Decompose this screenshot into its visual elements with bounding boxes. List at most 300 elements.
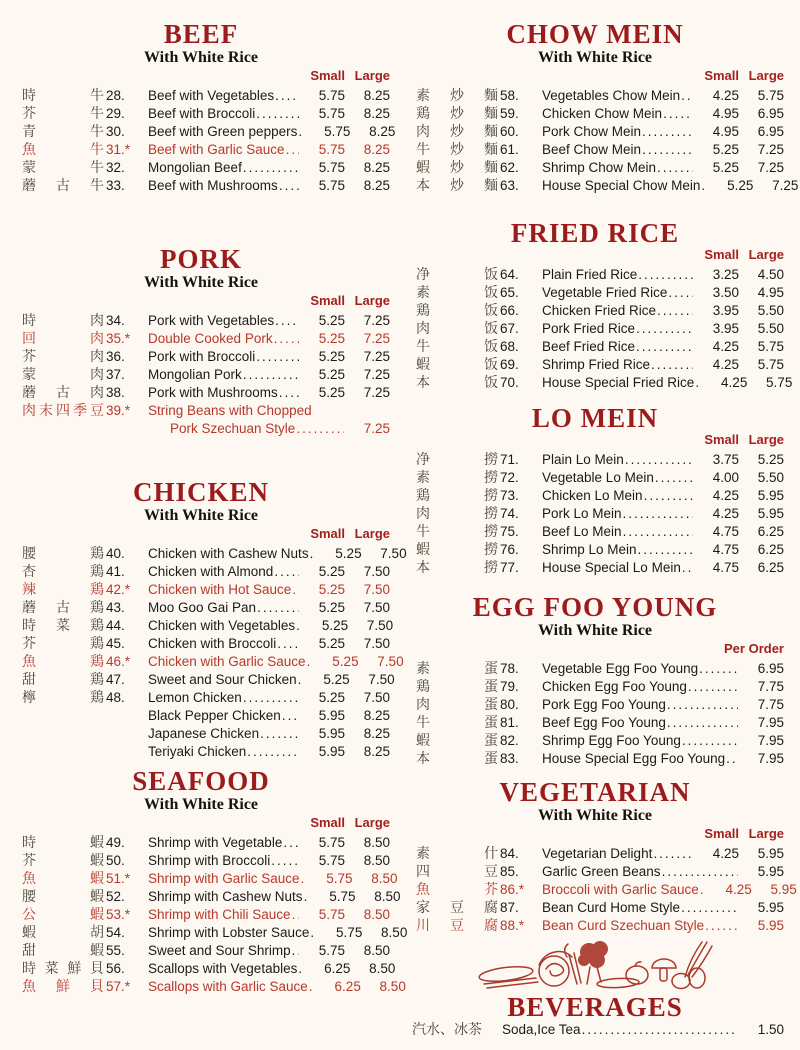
item-name: Broccoli with Garlic Sauce — [542, 882, 699, 897]
price-header — [406, 432, 784, 447]
price-large: 8.25 — [363, 178, 390, 193]
chinese-character: 鶏 — [90, 546, 104, 562]
item-name: Pork Lo Mein — [542, 506, 622, 521]
item-name: Mongolian Pork — [148, 367, 242, 382]
price-small: 5.25 — [318, 385, 345, 400]
chinese-character: 牛 — [416, 715, 430, 731]
dot-leader — [298, 671, 304, 689]
price-large: 7.50 — [363, 564, 390, 579]
chinese-character: 腐 — [484, 918, 498, 934]
item-number: 29. — [106, 106, 125, 121]
menu-item-row — [12, 123, 396, 141]
chinese-character: 麵 — [484, 88, 498, 104]
item-name: Beef with Broccoli — [148, 106, 256, 121]
chinese-character: 素 — [416, 285, 430, 301]
section-subtitle: With White Rice — [537, 807, 653, 824]
chinese-character: 牛 — [416, 339, 430, 355]
menu-item-row — [406, 159, 784, 177]
dot-leader — [663, 105, 693, 123]
dot-leader — [296, 617, 302, 635]
chinese-character: 魚 — [22, 871, 36, 887]
chinese-character: 芥 — [22, 349, 36, 365]
section-title: EGG FOO YOUNG — [472, 592, 718, 622]
chinese-character: 鶏 — [416, 303, 430, 319]
price-header-label: Large — [354, 293, 390, 308]
price-header — [12, 815, 390, 830]
item-name-line2: Pork Szechuan Style — [170, 421, 296, 436]
item-name: Shrimp with Garlic Sauce — [148, 871, 300, 886]
price-small: 5.75 — [318, 88, 345, 103]
item-name: Chicken with Hot Sauce — [148, 582, 292, 597]
item-number: 42.* — [106, 582, 131, 597]
chinese-character: 蛋 — [484, 715, 498, 731]
item-number: 80. — [500, 697, 519, 712]
price-small: 4.75 — [712, 560, 739, 575]
dot-leader — [256, 348, 299, 366]
chinese-name — [22, 635, 104, 653]
chinese-character: 蘑 — [22, 178, 36, 194]
menu-item-row — [406, 863, 784, 881]
item-number: 53.* — [106, 907, 131, 922]
chinese-character: 鶏 — [90, 600, 104, 616]
chinese-character: 時 — [22, 88, 36, 104]
price-large: 7.25 — [363, 385, 390, 400]
menu-item-row — [406, 87, 784, 105]
chinese-name — [416, 660, 498, 678]
chinese-name — [416, 87, 498, 105]
price-large: 8.50 — [363, 853, 390, 868]
chinese-character: 炒 — [450, 124, 464, 140]
chinese-name — [416, 123, 498, 141]
price-header-label: Large — [748, 68, 784, 83]
price-large: 6.95 — [757, 661, 784, 676]
item-number: 70. — [500, 375, 519, 390]
item-number: 48. — [106, 690, 125, 705]
price-header-label: Small — [704, 826, 739, 841]
price-header — [12, 68, 390, 83]
dot-leader — [243, 366, 299, 384]
section-beef — [12, 19, 396, 195]
price-large: 7.50 — [366, 618, 394, 633]
price-header — [406, 68, 784, 83]
chinese-name — [22, 545, 104, 563]
price-small: 4.25 — [721, 375, 748, 390]
item-number: 62. — [500, 160, 519, 175]
price-header-label: Large — [748, 247, 784, 262]
dot-leader — [642, 123, 693, 141]
item-name: Beef with Mushrooms — [148, 178, 278, 193]
item-number: 78. — [500, 661, 519, 676]
price-large: 7.25 — [363, 367, 390, 382]
dot-leader — [296, 420, 344, 438]
chinese-character: 豆 — [484, 864, 498, 880]
section-subtitle: With White Rice — [537, 622, 653, 639]
item-name: House Special Chow Mein — [542, 178, 701, 193]
price-large: 8.50 — [381, 925, 408, 940]
item-name: Chicken Chow Mein — [542, 106, 663, 121]
item-name: Black Pepper Chicken — [148, 708, 281, 723]
price-large: 5.95 — [770, 882, 797, 897]
item-name: Chicken with Cashew Nuts — [148, 546, 309, 561]
dot-leader — [667, 714, 738, 732]
item-name: Chicken Egg Foo Young — [542, 679, 687, 694]
item-number: 57.* — [106, 979, 131, 994]
dot-leader — [682, 732, 738, 750]
price-header-label: Small — [310, 293, 345, 308]
dot-leader — [274, 563, 299, 581]
price-large: 7.50 — [363, 600, 390, 615]
price-small: 5.25 — [727, 178, 754, 193]
price-small: 5.75 — [329, 889, 356, 904]
chinese-character: 麵 — [484, 178, 498, 194]
chinese-character: 貝 — [89, 961, 104, 977]
price-header — [406, 641, 784, 656]
chinese-character: 甜 — [22, 672, 36, 688]
menu-item-row — [406, 356, 784, 374]
price-small: 5.95 — [318, 726, 345, 741]
dot-leader — [657, 159, 693, 177]
price-small: 5.25 — [318, 690, 345, 705]
chinese-character: 撈 — [484, 452, 498, 468]
item-number: 50. — [106, 853, 125, 868]
chinese-character: 蛋 — [484, 679, 498, 695]
dot-leader — [653, 845, 693, 863]
price-header-label: Small — [704, 432, 739, 447]
item-number: 84. — [500, 846, 519, 861]
price-large: 7.25 — [363, 331, 390, 346]
chinese-character: 炒 — [450, 160, 464, 176]
price-small: 4.75 — [712, 542, 739, 557]
item-number: 30. — [106, 124, 125, 139]
item-name: Beef with Garlic Sauce — [148, 142, 285, 157]
price-small: 5.25 — [321, 618, 349, 633]
price-small: 5.25 — [318, 349, 345, 364]
price-header-label: Large — [354, 526, 390, 541]
dot-leader — [282, 707, 299, 725]
price-large: 6.95 — [757, 106, 784, 121]
price-small: 5.25 — [318, 367, 345, 382]
chinese-name — [416, 732, 498, 750]
price-small: 4.95 — [712, 124, 739, 139]
dot-leader — [298, 123, 304, 141]
price-large: 7.75 — [757, 679, 784, 694]
menu-item-row — [12, 563, 390, 581]
item-name: House Special Lo Mein — [542, 560, 681, 575]
price-large: 8.25 — [363, 160, 390, 175]
chinese-character: 蒙 — [22, 160, 36, 176]
dot-leader — [274, 330, 299, 348]
price-large: 5.50 — [757, 470, 784, 485]
price-small: 5.25 — [335, 546, 362, 561]
price-small: 5.95 — [318, 708, 345, 723]
price-small: 3.25 — [712, 267, 739, 282]
price-large: 5.95 — [757, 918, 784, 933]
chinese-character: 本 — [416, 751, 430, 767]
dot-leader — [700, 881, 706, 899]
section-subtitle: With White Rice — [143, 507, 259, 524]
chinese-character: 饭 — [484, 285, 498, 301]
item-name: House Special Egg Foo Young — [542, 751, 726, 766]
section-chow-mein — [406, 19, 799, 195]
chinese-name — [22, 402, 104, 420]
price-large: 5.95 — [757, 488, 784, 503]
chinese-character: 鶏 — [90, 636, 104, 652]
item-number: 74. — [500, 506, 519, 521]
section-subtitle: With White Rice — [143, 274, 259, 291]
menu-item-row — [406, 284, 784, 302]
price-large: 8.25 — [369, 124, 396, 139]
item-name: Shrimp with Broccoli — [148, 853, 271, 868]
menu-column-right — [406, 0, 799, 1039]
price-small: 5.75 — [318, 142, 345, 157]
price-small: 4.75 — [712, 524, 739, 539]
chinese-character: 蝦 — [22, 925, 36, 941]
price-large: 6.25 — [757, 524, 784, 539]
section-egg-foo-young — [406, 593, 784, 768]
chinese-name — [416, 917, 498, 935]
chinese-character: 肉 — [416, 697, 430, 713]
item-number: 64. — [500, 267, 519, 282]
price-small: 5.75 — [318, 907, 345, 922]
item-name: Sweet and Sour Chicken — [148, 672, 297, 687]
chinese-character: 肉 — [416, 506, 430, 522]
dot-leader — [277, 635, 299, 653]
chinese-character: 古 — [56, 385, 70, 401]
chinese-character: 什 — [484, 846, 498, 862]
item-number: 54. — [106, 925, 125, 940]
chinese-character: 牛 — [416, 524, 430, 540]
chinese-name — [416, 320, 498, 338]
chinese-name — [416, 105, 498, 123]
price-small: 5.95 — [318, 744, 345, 759]
price-large: 5.50 — [757, 321, 784, 336]
chinese-name — [22, 653, 104, 671]
chinese-character: 魚 — [22, 654, 36, 670]
menu-item-row — [406, 105, 784, 123]
price-small: 5.25 — [318, 564, 345, 579]
price-header-label: Small — [704, 68, 739, 83]
chinese-character: 肉 — [22, 403, 36, 419]
item-name: Pork with Vegetables — [148, 313, 275, 328]
price-header-label: Large — [748, 432, 784, 447]
price-large: 7.50 — [363, 636, 390, 651]
item-number: 60. — [500, 124, 519, 139]
item-name: Bean Curd Szechuan Style — [542, 918, 705, 933]
item-number: 85. — [500, 864, 519, 879]
chinese-character: 肉 — [416, 321, 430, 337]
section-seafood — [12, 766, 408, 996]
menu-item-row — [406, 559, 784, 577]
price-small: 5.75 — [318, 853, 345, 868]
dot-leader — [657, 302, 693, 320]
dot-leader — [279, 384, 299, 402]
price-large: 8.50 — [363, 943, 390, 958]
chinese-character: 芥 — [484, 882, 498, 898]
item-name: Plain Lo Mein — [542, 452, 624, 467]
item-number: 36. — [106, 349, 125, 364]
menu-item-row — [406, 899, 784, 917]
chinese-character: 麵 — [484, 160, 498, 176]
chinese-character: 豆 — [450, 918, 464, 934]
price-large: 7.25 — [772, 178, 799, 193]
item-name: Shrimp with Cashew Nuts — [148, 889, 303, 904]
menu-item-row — [406, 338, 784, 356]
price-header — [406, 247, 784, 262]
chinese-name — [22, 888, 104, 906]
item-name: Shrimp Chow Mein — [542, 160, 657, 175]
chinese-character: 公 — [22, 907, 36, 923]
price-small: 5.75 — [326, 871, 353, 886]
price-header — [12, 526, 390, 541]
chinese-name — [22, 924, 104, 942]
price-large: 7.25 — [757, 142, 784, 157]
item-number: 77. — [500, 560, 519, 575]
item-number: 86.* — [500, 882, 525, 897]
price-small: 3.95 — [712, 303, 739, 318]
chinese-character: 時 — [22, 313, 36, 329]
dot-leader — [283, 834, 299, 852]
chinese-character: 鶏 — [90, 654, 104, 670]
menu-item-row — [406, 487, 784, 505]
chinese-character: 炒 — [450, 178, 464, 194]
chinese-character: 蝦 — [90, 907, 104, 923]
chinese-name — [22, 581, 104, 599]
section-pork — [12, 245, 390, 438]
dot-leader — [638, 541, 693, 559]
price-small: 3.50 — [712, 285, 739, 300]
chinese-character: 杏 — [22, 564, 36, 580]
item-name: Bean Curd Home Style — [542, 900, 681, 915]
menu-item-row — [12, 330, 390, 348]
item-number: 45. — [106, 636, 125, 651]
chinese-character: 蝦 — [90, 871, 104, 887]
chinese-name — [412, 1021, 502, 1039]
chinese-name — [22, 141, 104, 159]
item-name: Shrimp with Lobster Sauce — [148, 925, 310, 940]
dot-leader — [726, 750, 738, 768]
price-small: 5.25 — [318, 582, 345, 597]
price-header-label: Small — [310, 815, 345, 830]
price-small: 4.25 — [712, 488, 739, 503]
chinese-name — [22, 123, 104, 141]
menu-item-row — [406, 750, 784, 768]
chinese-character: 蛋 — [484, 733, 498, 749]
chinese-name — [22, 159, 104, 177]
section-title: LO MEIN — [531, 403, 659, 433]
item-name: Plain Fried Rice — [542, 267, 638, 282]
item-name: Vegetable Fried Rice — [542, 285, 668, 300]
chinese-name — [416, 559, 498, 577]
chinese-character: 饭 — [484, 321, 498, 337]
price-header-label: Small — [310, 526, 345, 541]
chinese-character: 净 — [416, 267, 430, 283]
chinese-character: 腐 — [484, 900, 498, 916]
chinese-name — [416, 899, 498, 917]
price-small: 6.25 — [324, 961, 351, 976]
item-name: Beef Egg Foo Young — [542, 715, 666, 730]
chinese-character: 牛 — [90, 178, 104, 194]
menu-item-row — [12, 834, 390, 852]
chinese-name — [416, 696, 498, 714]
menu-item-row — [406, 374, 793, 392]
chinese-name — [416, 159, 498, 177]
chinese-character: 牛 — [90, 88, 104, 104]
item-number: 72. — [500, 470, 519, 485]
section-beverages — [406, 937, 784, 1039]
price-small: 5.75 — [324, 124, 351, 139]
chinese-character: 鶏 — [90, 582, 104, 598]
chinese-character: 蝦 — [90, 889, 104, 905]
section-chicken — [12, 477, 407, 761]
price-small: 6.25 — [334, 979, 361, 994]
menu-item-row — [12, 87, 390, 105]
item-name: Beef Lo Mein — [542, 524, 622, 539]
item-number: 32. — [106, 160, 125, 175]
chinese-character: 素 — [416, 470, 430, 486]
item-number: 69. — [500, 357, 519, 372]
price-large: 7.25 — [757, 160, 784, 175]
chinese-character: 饭 — [484, 267, 498, 283]
price-large: 4.50 — [757, 267, 784, 282]
chinese-character: 川 — [416, 918, 430, 934]
price-small: 4.25 — [712, 506, 739, 521]
item-name: Beef with Vegetables — [148, 88, 275, 103]
item-number: 76. — [500, 542, 519, 557]
item-name: Mongolian Beef — [148, 160, 242, 175]
price-small: 5.75 — [318, 106, 345, 121]
item-number: 51.* — [106, 871, 131, 886]
chinese-character: 魚 — [22, 142, 36, 158]
price-large: 8.25 — [363, 106, 390, 121]
price-large: 8.50 — [369, 961, 396, 976]
menu-item-row — [12, 159, 390, 177]
chinese-character: 麵 — [484, 124, 498, 140]
item-name: Vegetables Chow Mein — [542, 88, 681, 103]
chinese-character: 牛 — [90, 124, 104, 140]
item-number: 83. — [500, 751, 519, 766]
dot-leader — [638, 266, 693, 284]
price-large: 5.95 — [757, 900, 784, 915]
chinese-character: 麵 — [484, 142, 498, 158]
item-name: Shrimp with Vegetable — [148, 835, 283, 850]
item-number: 35.* — [106, 331, 131, 346]
item-name: Sweet and Sour Shrimp — [148, 943, 291, 958]
menu-item-row — [12, 689, 390, 707]
item-number: 37. — [106, 367, 125, 382]
price-small: 4.25 — [712, 339, 739, 354]
dot-leader — [243, 689, 299, 707]
chinese-character: 四 — [416, 864, 430, 880]
chinese-name — [416, 266, 498, 284]
chinese-character: 青 — [22, 124, 36, 140]
chinese-character: 撈 — [484, 542, 498, 558]
dot-leader — [309, 978, 315, 996]
item-number: 88.* — [500, 918, 525, 933]
chinese-name — [416, 302, 498, 320]
price-large: 6.25 — [757, 542, 784, 557]
price-large: 7.50 — [380, 546, 407, 561]
chinese-character: 蝦 — [90, 943, 104, 959]
price-large: 7.25 — [363, 421, 390, 436]
price-header-label: Per Order — [724, 641, 784, 656]
dot-leader — [310, 545, 316, 563]
price-header-label: Large — [354, 68, 390, 83]
price-small: 3.95 — [712, 321, 739, 336]
menu-item-row — [406, 917, 784, 935]
chinese-character: 蝦 — [416, 542, 430, 558]
item-name: Pork with Broccoli — [148, 349, 256, 364]
chinese-character: 净 — [416, 452, 430, 468]
